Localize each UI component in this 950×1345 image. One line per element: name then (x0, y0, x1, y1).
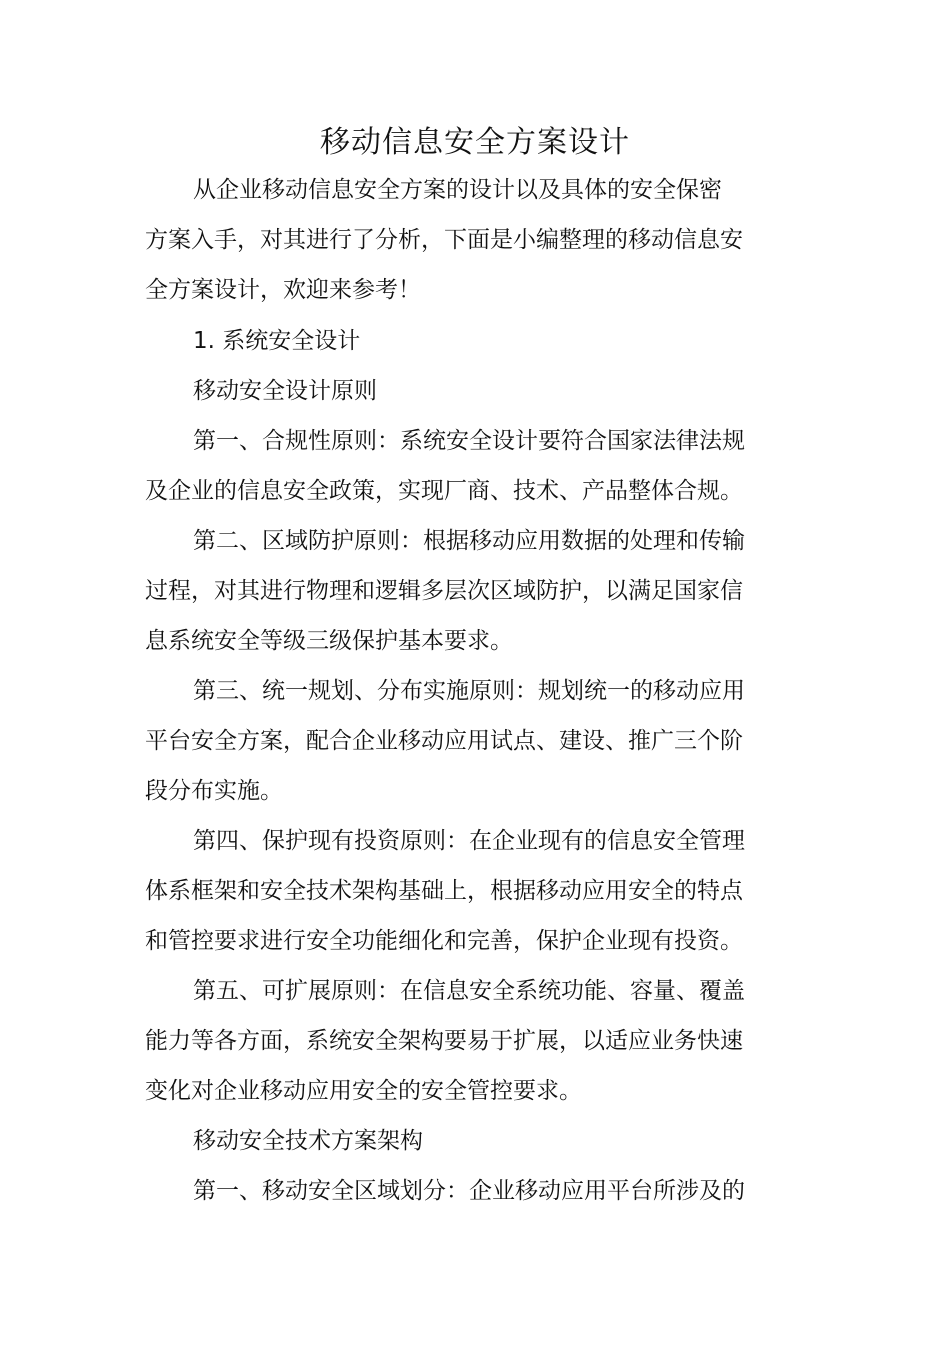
subsection-heading: 移动安全设计原则 (193, 378, 377, 404)
section-heading: 1. 系统安全设计 (193, 328, 361, 354)
paragraph-line: 平台安全方案，配合企业移动应用试点、建设、推广三个阶 (145, 728, 743, 754)
paragraph-line: 第三、统一规划、分布实施原则：规划统一的移动应用 (193, 678, 745, 704)
paragraph-line: 及企业的信息安全政策，实现厂商、技术、产品整体合规。 (145, 478, 743, 504)
paragraph-line: 第二、区域防护原则：根据移动应用数据的处理和传输 (193, 528, 745, 554)
paragraph-line: 全方案设计，欢迎来参考！ (145, 277, 421, 303)
paragraph-line: 和管控要求进行安全功能细化和完善，保护企业现有投资。 (145, 928, 743, 954)
paragraph-line: 第一、移动安全区域划分：企业移动应用平台所涉及的 (193, 1178, 745, 1204)
paragraph-line: 体系框架和安全技术架构基础上，根据移动应用安全的特点 (145, 878, 743, 904)
paragraph-line: 变化对企业移动应用安全的安全管控要求。 (145, 1078, 582, 1104)
subsection-heading: 移动安全技术方案架构 (193, 1128, 423, 1154)
paragraph-line: 第一、合规性原则：系统安全设计要符合国家法律法规 (193, 428, 745, 454)
paragraph-line: 过程，对其进行物理和逻辑多层次区域防护，以满足国家信 (145, 578, 743, 604)
document-title: 移动信息安全方案设计 (320, 125, 630, 160)
paragraph-line: 方案入手，对其进行了分析，下面是小编整理的移动信息安 (145, 227, 743, 253)
paragraph-line: 第四、保护现有投资原则：在企业现有的信息安全管理 (193, 828, 745, 854)
paragraph-line: 段分布实施。 (145, 778, 283, 804)
paragraph-line: 能力等各方面，系统安全架构要易于扩展，以适应业务快速 (145, 1028, 743, 1054)
paragraph-line: 第五、可扩展原则：在信息安全系统功能、容量、覆盖 (193, 978, 745, 1004)
paragraph-line: 从企业移动信息安全方案的设计以及具体的安全保密 (193, 177, 722, 203)
paragraph-line: 息系统安全等级三级保护基本要求。 (145, 628, 513, 654)
